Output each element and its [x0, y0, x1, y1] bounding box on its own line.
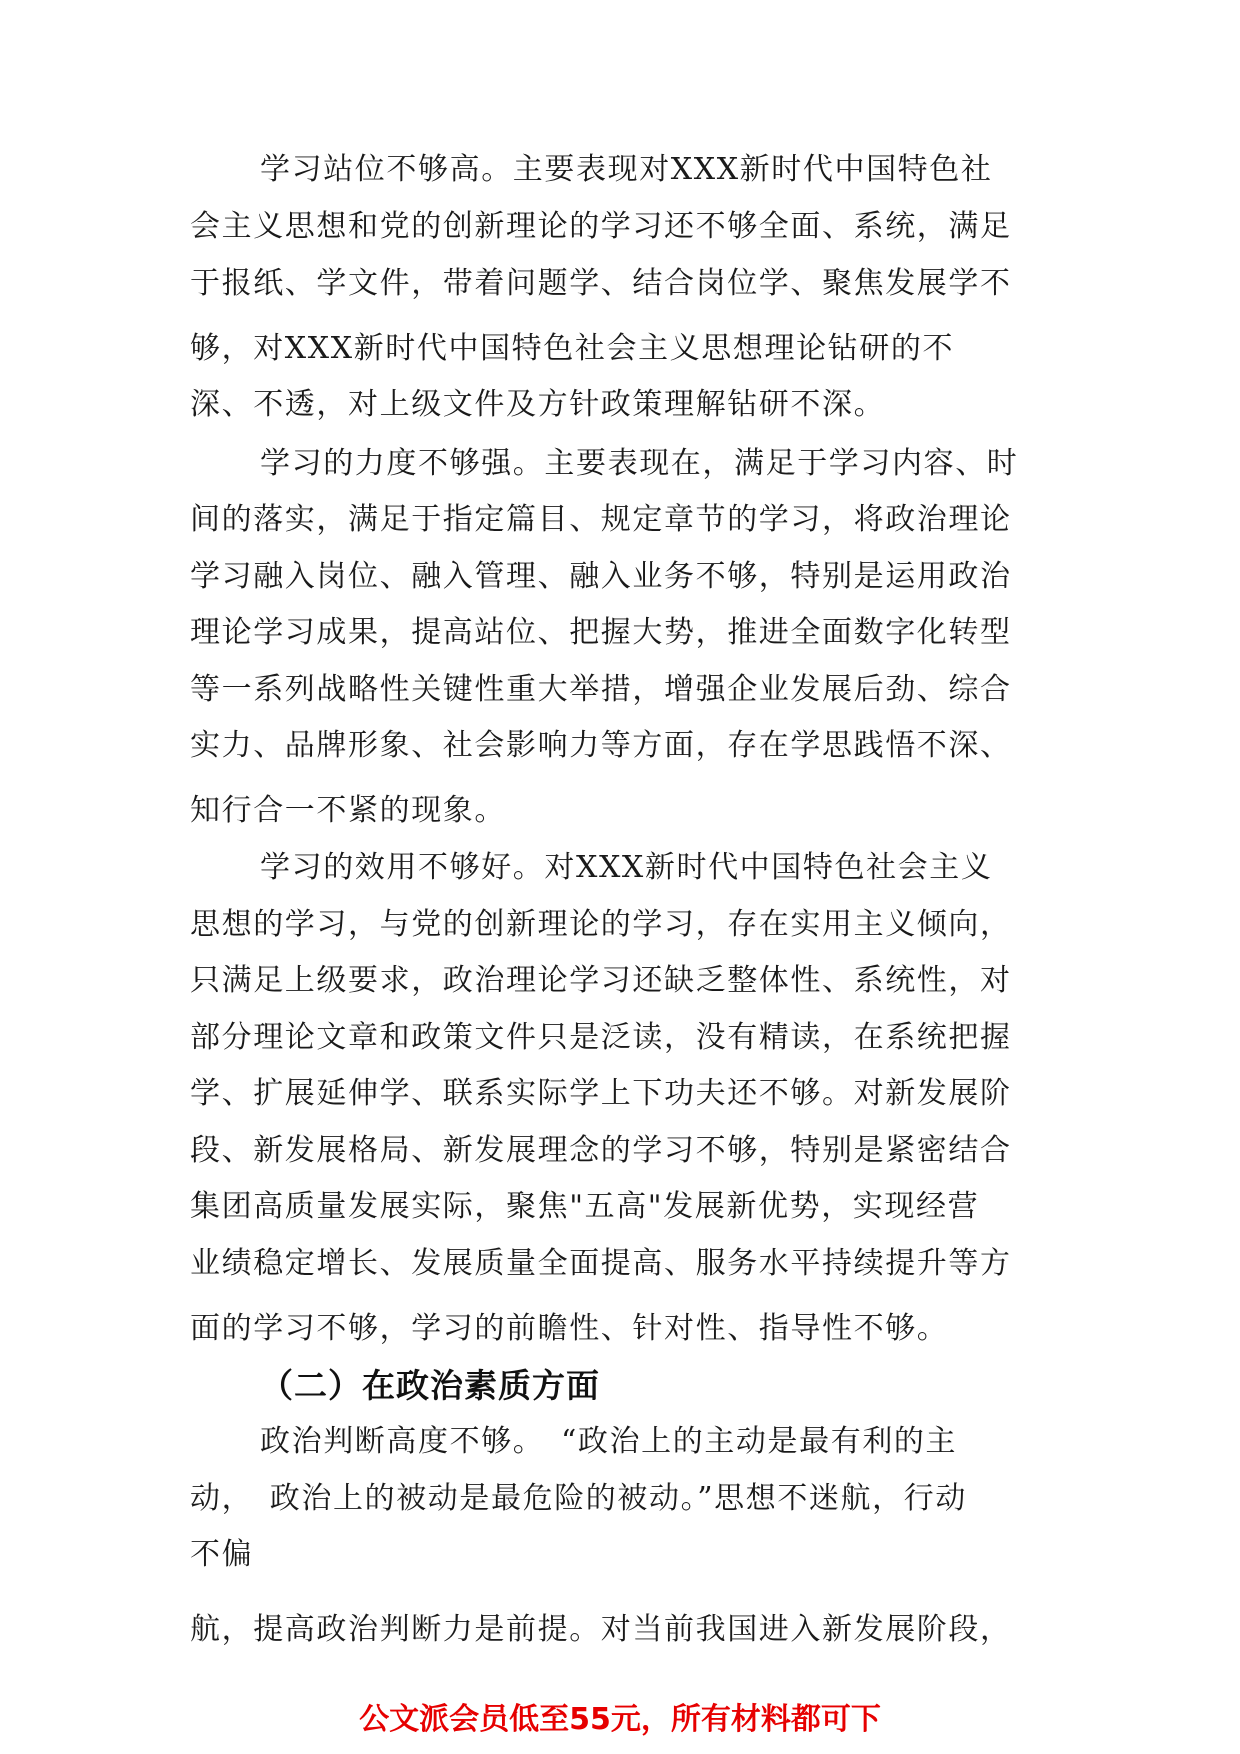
text-line: 学习的效用不够好。对XXX新时代中国特色社会主义: [260, 850, 993, 885]
text-line: 只满足上级要求，政治理论学习还缺乏整体性、系统性，对: [190, 963, 1012, 998]
text-line: 不偏: [190, 1537, 254, 1572]
text-line: 学习的力度不够强。主要表现在，满足于学习内容、时: [260, 446, 1019, 481]
text-line: 学、扩展延伸学、联系实际学上下功夫还不够。对新发展阶: [190, 1076, 1012, 1111]
text-line: 业绩稳定增长、发展质量全面提高、服务水平持续提升等方: [190, 1246, 1012, 1281]
text-line: 学习融入岗位、融入管理、融入业务不够，特别是运用政治: [190, 559, 1012, 594]
text-line: 部分理论文章和政策文件只是泛读，没有精读，在系统把握: [190, 1020, 1012, 1055]
text-line: 深、不透，对上级文件及方针政策理解钻研不深。: [190, 387, 886, 422]
text-line: 航，提高政治判断力是前提。对当前我国进入新发展阶段，: [190, 1612, 1012, 1647]
text-line: 知行合一不紧的现象。: [190, 793, 506, 828]
text-line: 面的学习不够，学习的前瞻性、针对性、指导性不够。: [190, 1311, 949, 1346]
text-line: 够，对XXX新时代中国特色社会主义思想理论钻研的不: [190, 331, 955, 366]
text-line: 等一系列战略性关键性重大举措，增强企业发展后劲、综合: [190, 672, 1012, 707]
text-line: 间的落实，满足于指定篇目、规定章节的学习，将政治理论: [190, 502, 1012, 537]
footer-promo-banner: 公文派会员低至55元，所有材料都可下: [359, 1702, 881, 1737]
text-line: 动， 政治上的被动是最危险的被动。”思想不迷航，行动: [190, 1481, 967, 1516]
text-line: 政治判断高度不够。 “政治上的主动是最有利的主: [260, 1424, 958, 1459]
text-line: 于报纸、学文件，带着问题学、结合岗位学、聚焦发展学不: [190, 266, 1012, 301]
text-line: 集团高质量发展实际，聚焦"五高"发展新优势，实现经营: [190, 1189, 980, 1224]
text-line: 理论学习成果，提高站位、把握大势，推进全面数字化转型: [190, 615, 1012, 650]
text-line: 学习站位不够高。主要表现对XXX新时代中国特色社: [260, 152, 993, 187]
section-heading: （二）在政治素质方面: [260, 1366, 600, 1405]
text-line: 实力、品牌形象、社会影响力等方面，存在学思践悟不深、: [190, 728, 1012, 763]
text-line: 思想的学习，与党的创新理论的学习，存在实用主义倾向，: [190, 907, 1012, 942]
text-line: 会主义思想和党的创新理论的学习还不够全面、系统，满足: [190, 209, 1012, 244]
text-line: 段、新发展格局、新发展理念的学习不够，特别是紧密结合: [190, 1133, 1012, 1168]
